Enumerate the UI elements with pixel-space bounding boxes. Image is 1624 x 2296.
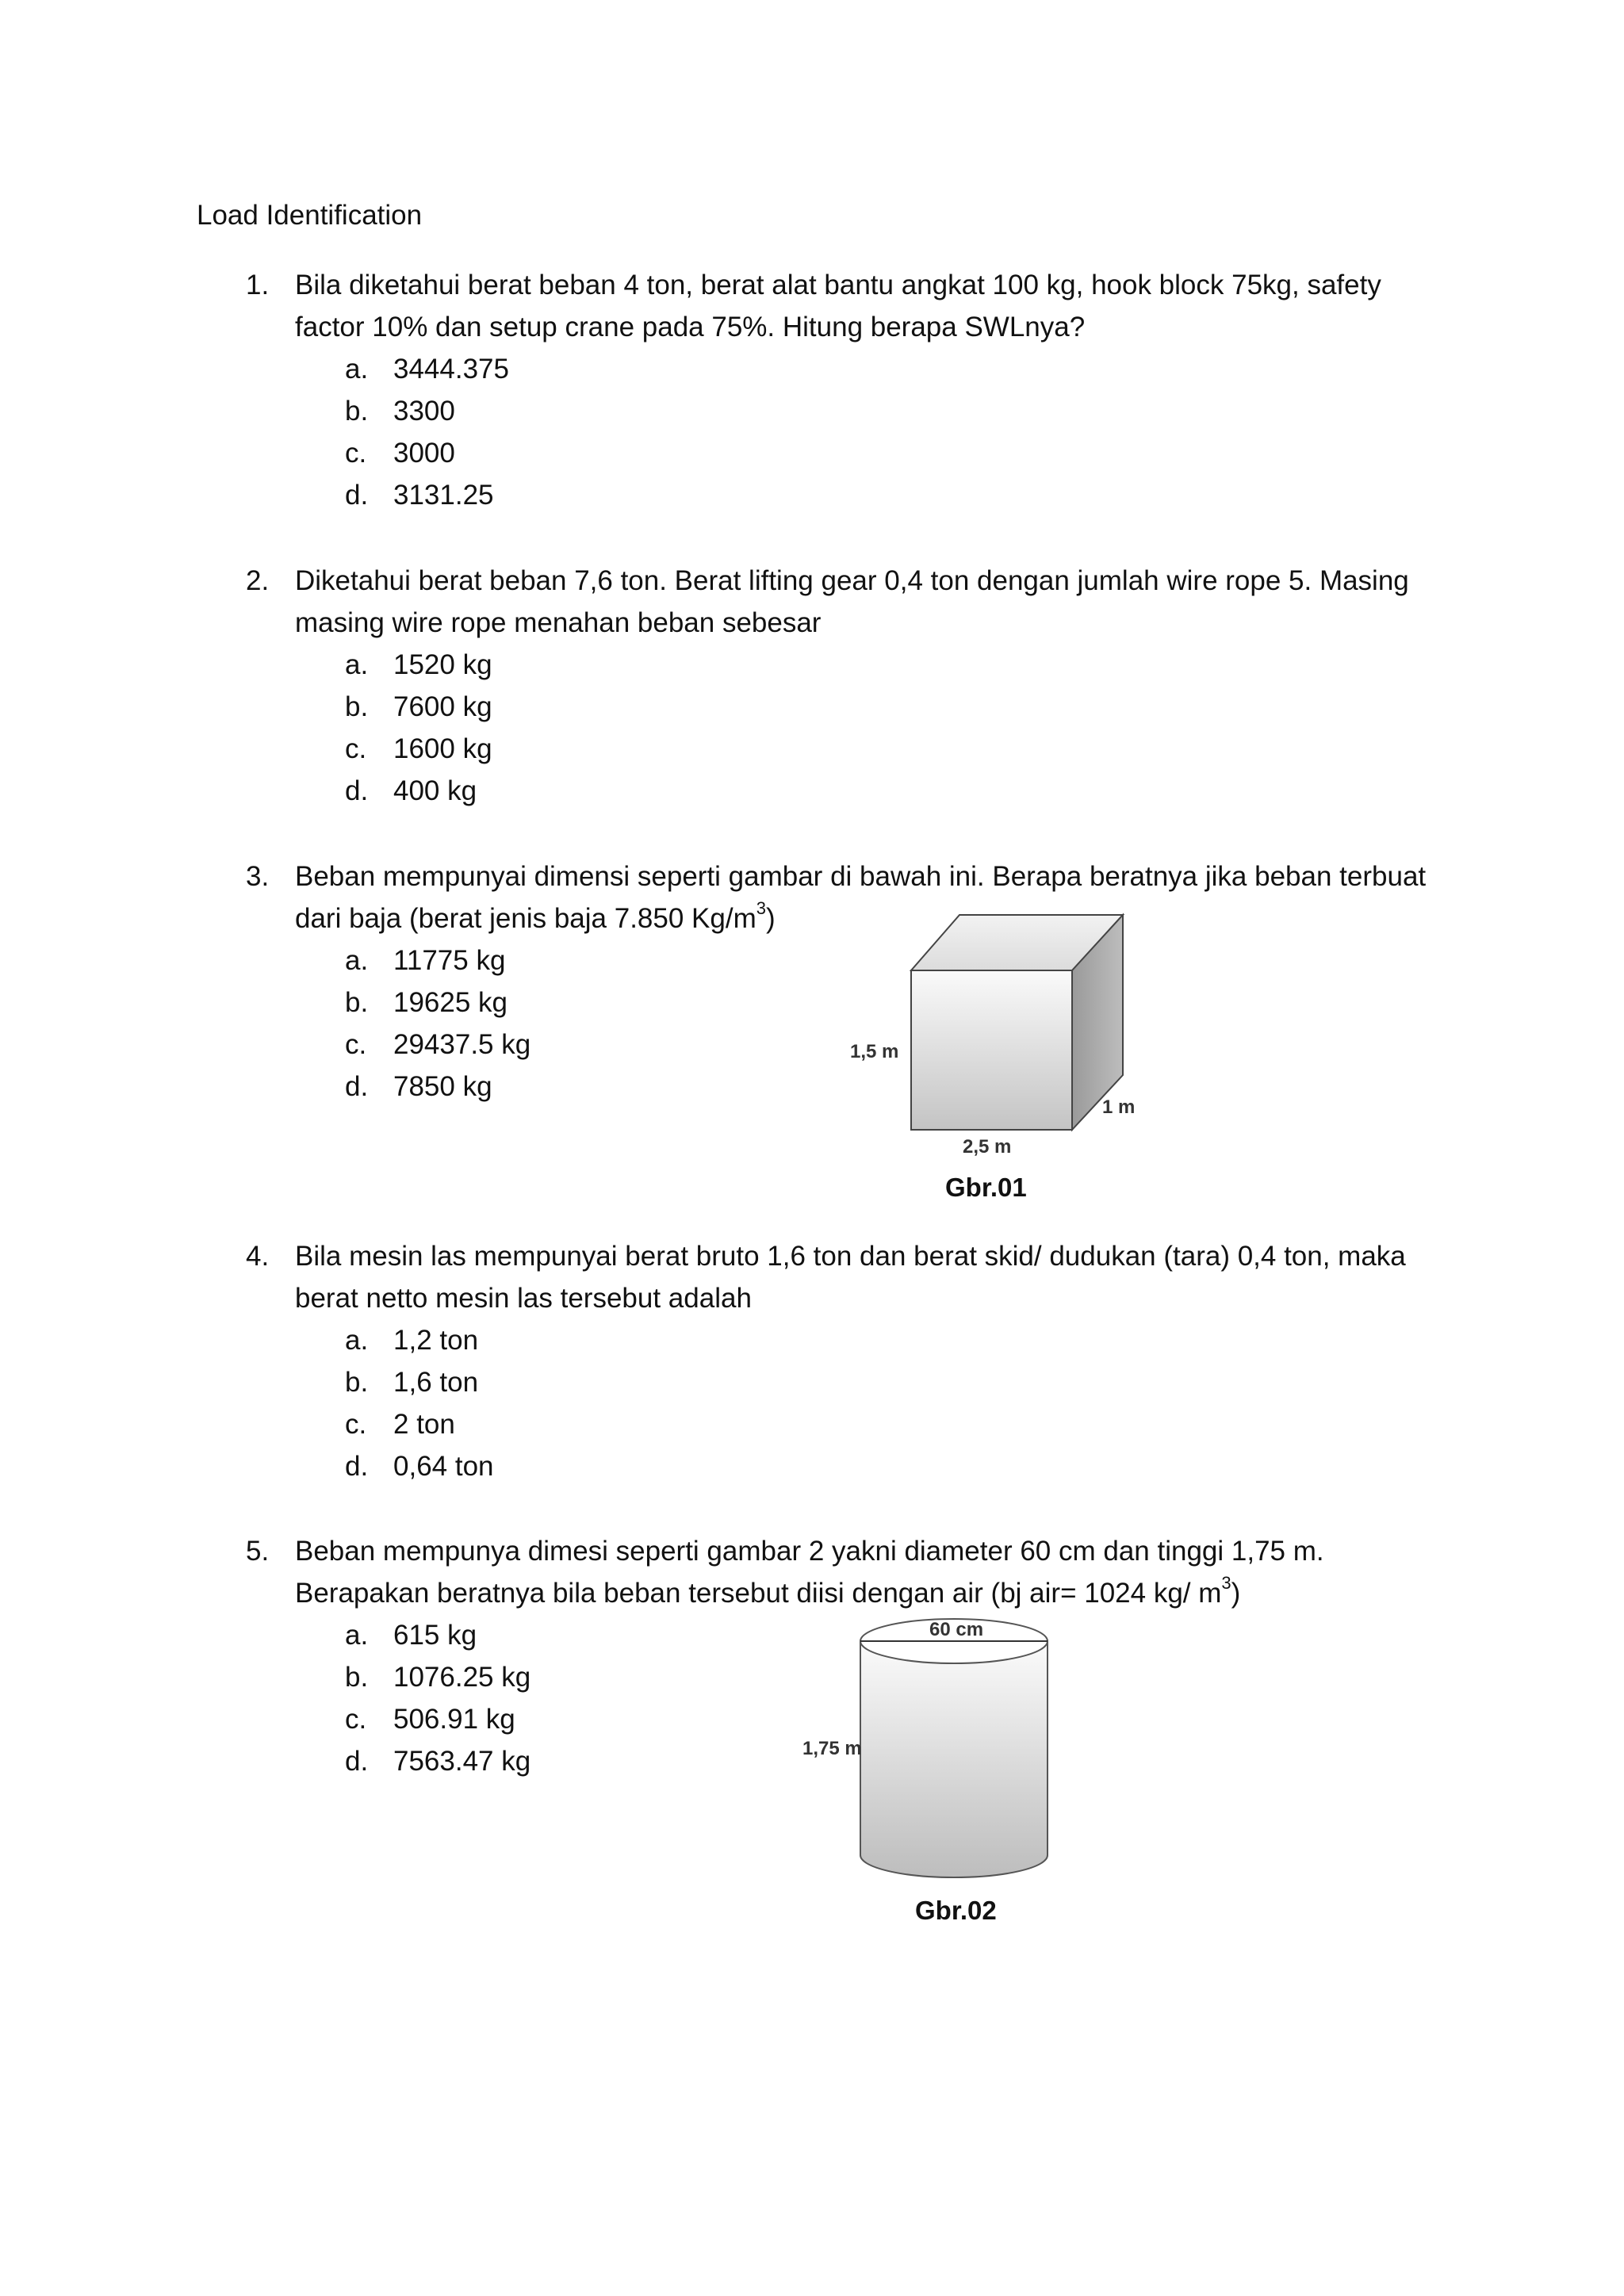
option-letter: b. — [345, 987, 369, 1018]
question-text-main: dari baja (berat jenis baja 7.850 Kg/m — [295, 903, 756, 934]
option-value: 7600 kg — [393, 691, 492, 722]
option-letter: b. — [345, 1662, 369, 1693]
option-letter: c. — [345, 438, 367, 469]
cylinder-diameter-label: 60 cm — [929, 1619, 984, 1640]
option-value: 3300 — [393, 396, 455, 427]
option-letter: a. — [345, 1325, 369, 1356]
question-text-line-1: Bila diketahui berat beban 4 ton, berat alat bantu angkat 100 kg, hook block 75kg, safety — [295, 270, 1381, 300]
option-letter: a. — [345, 649, 369, 680]
option-letter: b. — [345, 1367, 369, 1398]
option-value: 3444.375 — [393, 354, 509, 385]
option-letter: c. — [345, 733, 367, 764]
question-number: 4. — [246, 1241, 270, 1272]
option-value: 400 kg — [393, 775, 477, 806]
option-value: 2 ton — [393, 1409, 455, 1440]
figure-caption: Gbr.01 — [945, 1173, 1027, 1202]
option-letter: a. — [345, 1620, 369, 1651]
option-value: 3000 — [393, 438, 455, 469]
superscript: 3 — [1221, 1573, 1231, 1594]
option-letter: d. — [345, 775, 369, 806]
box-front-face — [911, 970, 1072, 1130]
question-text-line-1: Beban mempunya dimesi seperti gambar 2 yakni diameter 60 cm dan tinggi 1,75 m. — [295, 1536, 1324, 1567]
option-letter: b. — [345, 396, 369, 427]
question-number: 2. — [246, 565, 270, 596]
option-letter: c. — [345, 1409, 367, 1440]
question-text-line-1: Diketahui berat beban 7,6 ton. Berat lifting gear 0,4 ton dengan jumlah wire rope 5. Masing — [295, 565, 1409, 596]
option-letter: a. — [345, 945, 369, 976]
question-text-line-1: Beban mempunyai dimensi seperti gambar di bawah ini. Berapa beratnya jika beban terbuat — [295, 861, 1427, 892]
box-depth-label: 1 m — [1102, 1096, 1136, 1118]
question-text-line-2: masing wire rope menahan beban sebesar — [295, 607, 822, 638]
question-text-line-2 — [295, 898, 776, 936]
question-text-main: Berapakan beratnya bila beban tersebut diisi dengan air (bj air= 1024 kg/ m — [295, 1578, 1222, 1609]
box-height-label: 1,5 m — [850, 1041, 899, 1062]
option-value: 1076.25 kg — [393, 1662, 531, 1693]
question-number: 1. — [246, 270, 270, 300]
superscript: 3 — [756, 898, 766, 919]
question-text-line-2: berat netto mesin las tersebut adalah — [295, 1283, 752, 1314]
option-value: 615 kg — [393, 1620, 477, 1651]
option-value: 3131.25 — [393, 480, 494, 511]
option-letter: d. — [345, 480, 369, 511]
option-letter: d. — [345, 1451, 369, 1482]
document-title: Load Identification — [197, 200, 423, 231]
option-value: 1,6 ton — [393, 1367, 479, 1398]
option-value: 11775 kg — [393, 945, 506, 976]
option-letter: c. — [345, 1704, 367, 1735]
box-figure — [833, 904, 1150, 1158]
question-number: 3. — [246, 861, 270, 892]
cylinder-height-label: 1,75 m — [802, 1738, 862, 1759]
option-value: 7563.47 kg — [393, 1746, 531, 1777]
option-letter: b. — [345, 691, 369, 722]
option-value: 7850 kg — [393, 1071, 492, 1102]
option-letter: a. — [345, 354, 369, 385]
option-letter: d. — [345, 1746, 369, 1777]
option-value: 1,2 ton — [393, 1325, 479, 1356]
figure-caption: Gbr.02 — [915, 1896, 997, 1925]
question-text-line-1: Bila mesin las mempunyai berat bruto 1,6 ton dan berat skid/ dudukan (tara) 0,4 ton, maka — [295, 1241, 1406, 1272]
option-value: 1600 kg — [393, 733, 492, 764]
question-text-end: ) — [1231, 1578, 1241, 1609]
option-value: 19625 kg — [393, 987, 508, 1018]
box-width-label: 2,5 m — [963, 1136, 1012, 1158]
option-value: 1520 kg — [393, 649, 492, 680]
question-text-line-2 — [295, 1573, 1241, 1611]
question-number: 5. — [246, 1536, 270, 1567]
question-text-line-2: factor 10% dan setup crane pada 75%. Hitung berapa SWLnya? — [295, 312, 1086, 342]
cylinder-body — [860, 1641, 1048, 1877]
cylinder-figure — [793, 1609, 1078, 1879]
option-letter: c. — [345, 1029, 367, 1060]
option-value: 0,64 ton — [393, 1451, 494, 1482]
question-text-end: ) — [766, 903, 776, 934]
option-value: 29437.5 kg — [393, 1029, 531, 1060]
option-value: 506.91 kg — [393, 1704, 515, 1735]
option-letter: d. — [345, 1071, 369, 1102]
